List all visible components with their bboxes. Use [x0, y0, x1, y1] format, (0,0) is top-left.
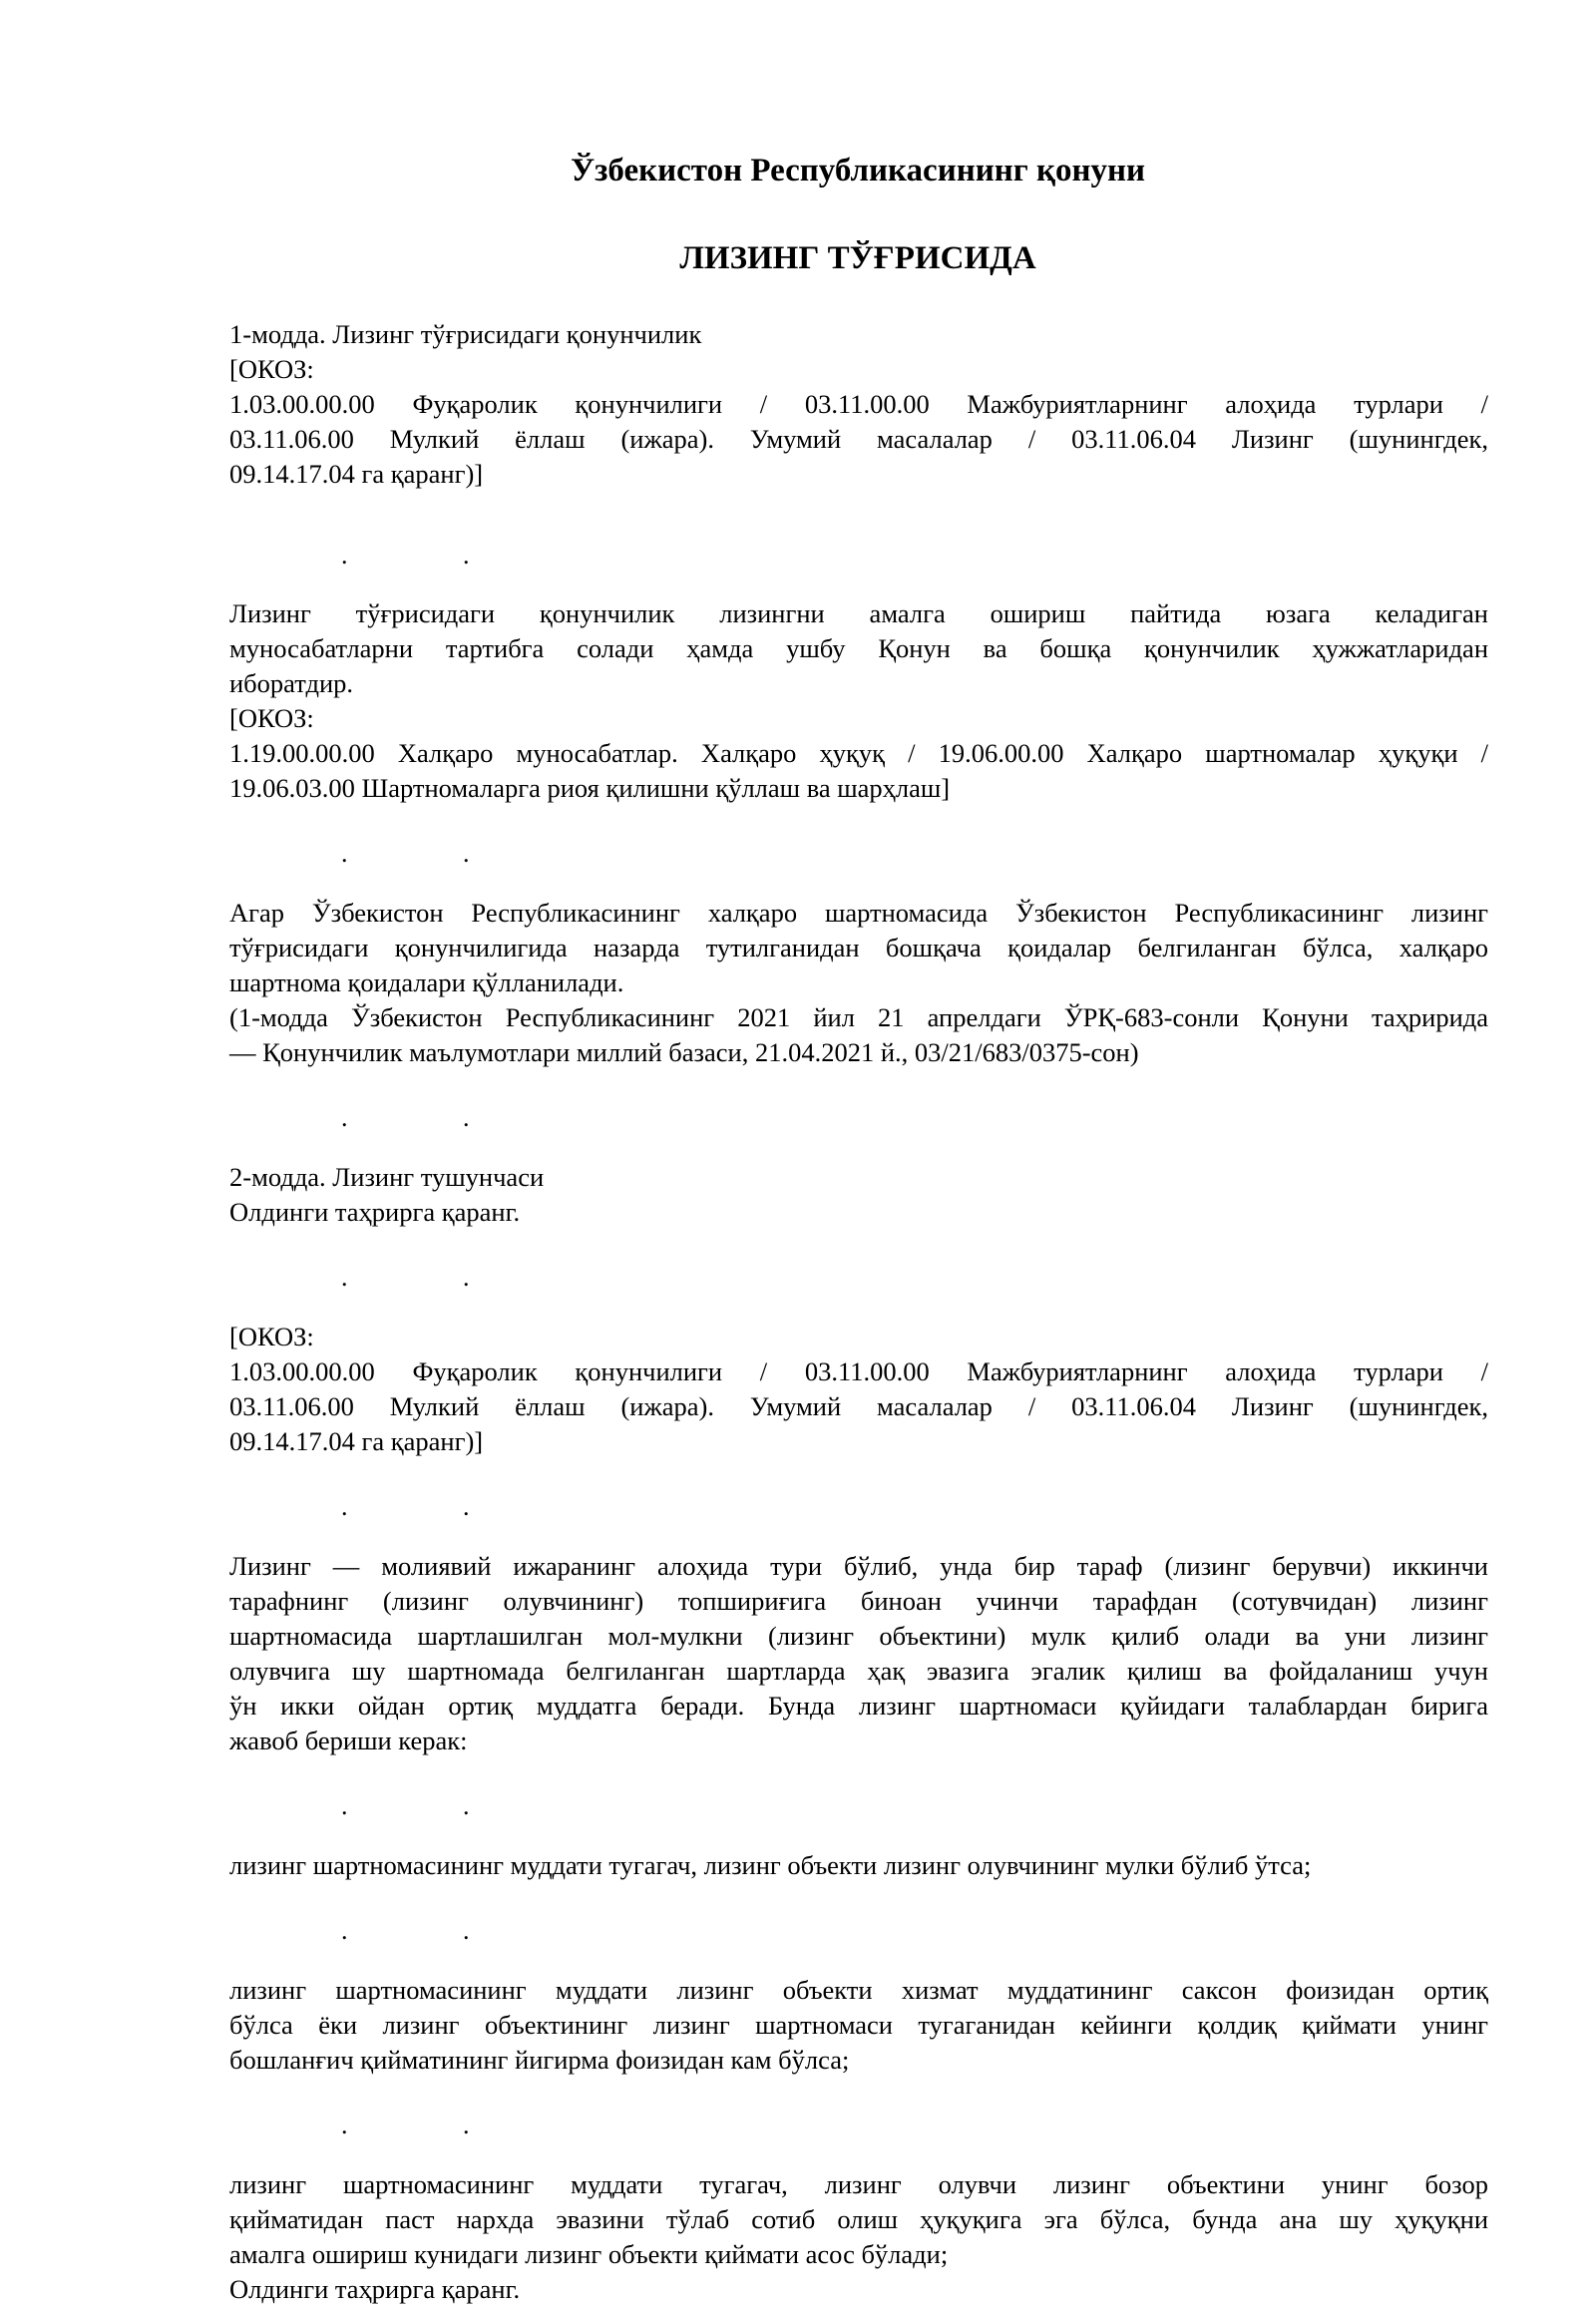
separator-dots — [229, 1459, 1488, 1549]
definition-line: жавоб бериши керак: — [229, 1726, 468, 1755]
separator-dot: . — [341, 1791, 348, 1820]
separator-dot: . — [463, 1791, 470, 1820]
separator-dot: . — [341, 1103, 348, 1132]
separator-dots — [229, 1070, 1488, 1160]
separator-dot: . — [341, 1916, 348, 1945]
okoz-line: 1.03.00.00.00 Фуқаролик қонунчилиги / 03.11.00.00 Мажбуриятларнинг алоҳида турлари / — [229, 389, 1488, 419]
okoz-line: 09.14.17.04 га қаранг)] — [229, 1426, 484, 1456]
separator-dots — [229, 2078, 1488, 2167]
requirement-line: амалга ошириш кунидаги лизинг объекти қиймати асос бўлади; — [229, 2239, 949, 2269]
paragraph-line: тўғрисидаги қонунчилигида назарда тутилганидан бошқача қоидалар белгиланган бўлса, халқаро — [229, 933, 1488, 962]
article-1-heading: 1-модда. Лизинг тўғрисидаги қонунчилик — [229, 319, 702, 349]
separator-dots — [229, 492, 1488, 596]
definition-line: тарафнинг (лизинг олувчининг) топшириғига биноан учинчи тарафдан (сотувчидан) лизинг — [229, 1586, 1488, 1616]
paragraph-line: Агар Ўзбекистон Республикасининг халқаро шартномасида Ўзбекистон Республикасининг лизинг — [229, 898, 1488, 928]
okoz-line: 09.14.17.04 га қаранг)] — [229, 459, 484, 489]
definition-line: ўн икки ойдан ортиқ муддатга беради. Бунда лизинг шартномаси қуйидаги талаблардан бирига — [229, 1691, 1488, 1721]
definition-line: Лизинг — молиявий ижаранинг алоҳида тури бўлиб, унда бир тараф (лизинг берувчи) иккинчи — [229, 1551, 1488, 1581]
previous-edition-link[interactable]: Олдинги таҳрирга қаранг. — [229, 1197, 521, 1227]
okoz-line: 03.11.06.00 Мулкий ёллаш (ижара). Умумий масалалар / 03.11.06.04 Лизинг (шунингдек, — [229, 1391, 1488, 1421]
separator-dots — [229, 1758, 1488, 1848]
separator-dot: . — [341, 1492, 348, 1521]
separator-dots — [229, 806, 1488, 896]
okoz-line: 1.03.00.00.00 Фуқаролик қонунчилиги / 03.11.00.00 Мажбуриятларнинг алоҳида турлари / — [229, 1356, 1488, 1386]
requirement-line: бошланғич қийматининг йигирма фоизидан кам бўлса; — [229, 2045, 850, 2075]
document-body — [229, 317, 1488, 2307]
amendment-line: (1-модда Ўзбекистон Республикасининг 2021 йил 21 апрелдаги ЎРҚ-683-сонли Қонуни таҳририда — [229, 1002, 1488, 1032]
previous-edition-link[interactable]: Олдинги таҳрирга қаранг. — [229, 2274, 521, 2304]
separator-dot: . — [341, 2111, 348, 2139]
requirement-line: лизинг шартномасининг муддати тугагач, лизинг олувчи лизинг объектини унинг бозор — [229, 2169, 1488, 2199]
requirement-line: лизинг шартномасининг муддати тугагач, лизинг объекти лизинг олувчининг мулки бўлиб ўтса; — [229, 1850, 1312, 1880]
requirement-line: лизинг шартномасининг муддати лизинг объекти хизмат муддатининг саксон фоизидан ортиқ — [229, 1975, 1488, 2005]
paragraph-line: муносабатларни тартибга солади ҳамда ушбу Қонун ва бошқа қонунчилик ҳужжатларидан — [229, 633, 1488, 663]
separator-dot: . — [463, 1263, 470, 1292]
law-name-title: ЛИЗИНГ ТЎҒРИСИДА — [679, 240, 1036, 276]
okoz-line: 03.11.06.00 Мулкий ёллаш (ижара). Умумий масалалар / 03.11.06.04 Лизинг (шунингдек, — [229, 424, 1488, 454]
separator-dot: . — [463, 2111, 470, 2139]
separator-dots — [229, 1230, 1488, 1320]
article-2-heading: 2-модда. Лизинг тушунчаси — [229, 1162, 545, 1192]
okoz-label: [ОКОЗ: — [229, 703, 314, 733]
separator-dot: . — [341, 839, 348, 868]
requirement-line: бўлса ёки лизинг объектининг лизинг шартномаси тугаганидан кейинги қолдиқ қиймати унинг — [229, 2010, 1488, 2040]
separator-dot: . — [463, 839, 470, 868]
paragraph-line: иборатдир. — [229, 668, 354, 698]
definition-line: олувчига шу шартномада белгиланган шартларда ҳақ эвазига эгалик қилиш ва фойдаланиш учун — [229, 1656, 1488, 1686]
okoz-line: 19.06.03.00 Шартномаларга риоя қилишни қўллаш ва шарҳлаш] — [229, 773, 951, 803]
requirement-line: қийматидан паст нархда эвазини тўлаб сотиб олиш ҳуқуқига эга бўлса, бунда ана шу ҳуқуқни — [229, 2204, 1488, 2234]
definition-line: шартномасида шартлашилган мол-мулкни (лизинг объектини) мулк қилиб олади ва уни лизинг — [229, 1621, 1488, 1651]
separator-dot: . — [341, 1263, 348, 1292]
okoz-label: [ОКОЗ: — [229, 354, 314, 384]
separator-dot: . — [463, 1103, 470, 1132]
separator-dot: . — [463, 1492, 470, 1521]
separator-dot: . — [463, 541, 470, 570]
separator-dot: . — [463, 1916, 470, 1945]
paragraph-line: Лизинг тўғрисидаги қонунчилик лизингни амалга ошириш пайтида юзага келадиган — [229, 598, 1488, 628]
law-type-title: Ўзбекистон Республикасининг қонуни — [570, 153, 1146, 189]
separator-dot: . — [341, 541, 348, 570]
paragraph-line: шартнома қоидалари қўлланилади. — [229, 967, 624, 997]
okoz-label: [ОКОЗ: — [229, 1322, 314, 1351]
okoz-line: 1.19.00.00.00 Халқаро муносабатлар. Халқаро ҳуқуқ / 19.06.00.00 Халқаро шартномалар ҳуқуқи / — [229, 738, 1488, 768]
separator-dots — [229, 1883, 1488, 1973]
amendment-line: — Қонунчилик маълумотлари миллий базаси, 21.04.2021 й., 03/21/683/0375-сон) — [229, 1037, 1139, 1067]
